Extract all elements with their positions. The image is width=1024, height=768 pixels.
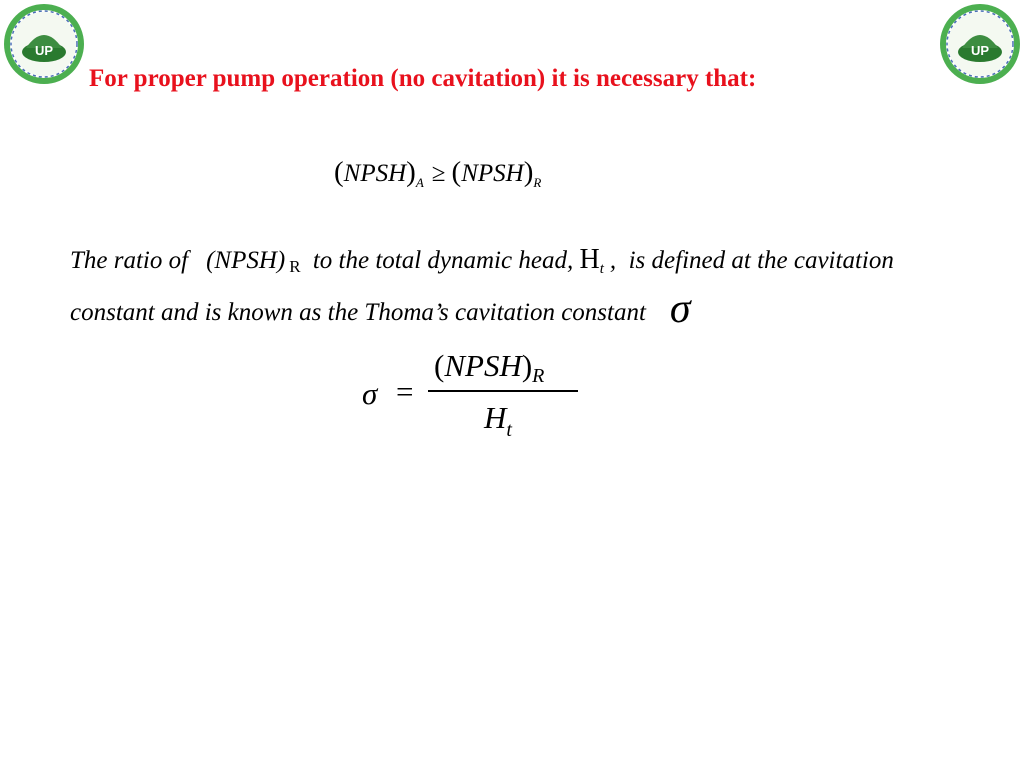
para-comma: , <box>609 247 617 274</box>
greater-equal-symbol: ≥ <box>431 160 446 187</box>
num-close-paren: ) <box>521 348 533 383</box>
left-paren: ( <box>451 156 462 188</box>
npsh-condition-equation <box>334 156 541 191</box>
logo-emblem-label: UP <box>34 43 54 58</box>
para-text-1: The ratio of <box>70 247 189 274</box>
right-paren: ) <box>406 156 416 188</box>
logo-emblem-label: UP <box>970 43 990 58</box>
npsh-inline-term: (NPSH) <box>206 247 286 274</box>
sigma-lhs: σ <box>362 376 378 411</box>
total-head-subscript: t <box>599 261 604 277</box>
left-paren: ( <box>334 156 344 188</box>
para-text-2: to the total dynamic head, <box>312 247 574 274</box>
npsh-inline-subscript: R <box>289 257 301 276</box>
den-subscript: t <box>506 419 512 441</box>
right-paren: ) <box>523 156 534 188</box>
university-logo-right <box>938 2 1022 86</box>
npsh-available-term: NPSH <box>343 160 407 187</box>
thoma-definition-paragraph <box>70 240 930 333</box>
para-text-3: is defined at the cavitation constant and is known as the Thoma’s cavitation constant <box>70 247 894 326</box>
fraction-bar <box>428 390 578 392</box>
num-npsh-term: NPSH <box>444 348 522 383</box>
fraction-numerator <box>434 348 544 388</box>
num-open-paren: ( <box>434 348 445 383</box>
equals-sign: = <box>396 374 414 409</box>
fraction-denominator <box>484 400 512 442</box>
university-logo-left <box>2 2 86 86</box>
logo-emblem-icon <box>938 2 1022 86</box>
logo-emblem-icon <box>2 2 86 86</box>
thoma-sigma-symbol: σ <box>669 286 691 332</box>
slide-heading: For proper pump operation (no cavitation) it is necessary that: <box>89 65 757 92</box>
den-head-term: H <box>484 400 507 435</box>
total-head-symbol: H <box>579 244 600 275</box>
npsh-available-subscript: A <box>415 175 424 190</box>
thoma-constant-equation <box>362 344 592 454</box>
num-subscript: R <box>532 365 545 387</box>
npsh-required-term: NPSH <box>461 160 524 187</box>
npsh-required-subscript: R <box>533 175 542 190</box>
